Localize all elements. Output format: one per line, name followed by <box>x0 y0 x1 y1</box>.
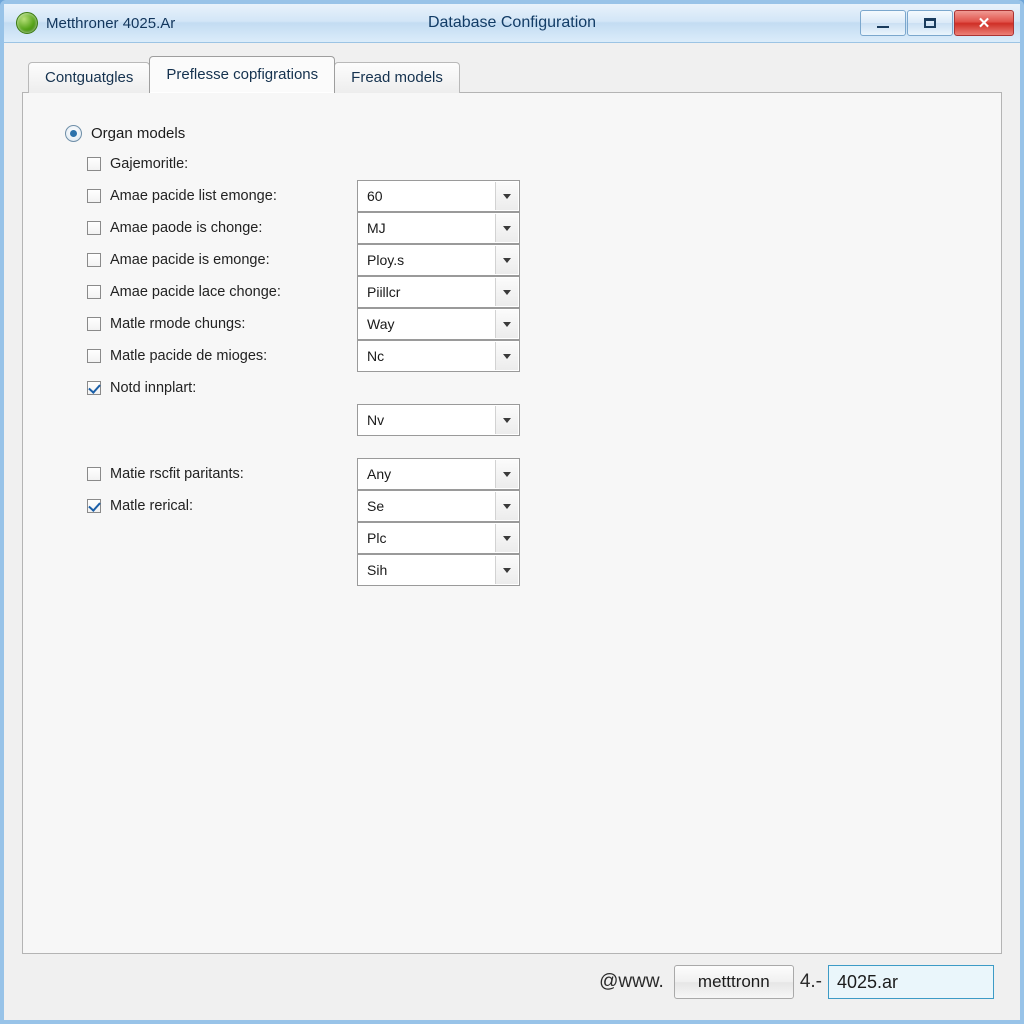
radio-organ-models[interactable] <box>65 125 975 142</box>
option-label: Matie rscfit paritants: <box>110 466 244 482</box>
option-label-cell[interactable] <box>87 348 357 364</box>
option-label: Amae pacide lace chonge: <box>110 284 281 300</box>
option-label: Gajemoritle: <box>110 156 189 172</box>
chevron-down-icon[interactable] <box>495 182 518 210</box>
dropdown-select[interactable] <box>357 212 520 244</box>
radio-icon <box>65 125 82 142</box>
option-row <box>87 212 975 244</box>
option-row <box>87 340 975 372</box>
option-row <box>87 554 975 586</box>
dropdown-value: Piillcr <box>367 284 401 300</box>
option-label-cell[interactable] <box>87 252 357 268</box>
footer-middle-text: 4.- <box>799 971 822 992</box>
checkbox-icon[interactable] <box>87 499 101 513</box>
dropdown-value: Way <box>367 316 395 332</box>
dropdown-value: Se <box>367 498 385 514</box>
title-bar <box>4 4 1020 43</box>
option-rows <box>87 148 975 586</box>
minimize-button[interactable] <box>860 10 906 36</box>
option-row <box>87 372 975 404</box>
option-label: Matle pacide de mioges: <box>110 348 268 364</box>
chevron-down-icon[interactable] <box>495 278 518 306</box>
option-row <box>87 148 975 180</box>
window-title-left: Metthroner 4025.Ar <box>46 14 176 32</box>
maximize-button[interactable] <box>907 10 953 36</box>
option-label-cell[interactable] <box>87 498 357 514</box>
row-spacer <box>87 436 975 458</box>
client-area <box>4 43 1020 1020</box>
tab-panel <box>22 92 1002 954</box>
option-label-cell[interactable] <box>87 220 357 236</box>
tab-contguatgles[interactable]: Contguatgles <box>28 62 150 93</box>
option-label: Amae pacide list emonge: <box>110 188 277 204</box>
chevron-down-icon[interactable] <box>495 246 518 274</box>
dropdown-value: MJ <box>367 220 386 236</box>
window-controls <box>860 10 1014 36</box>
checkbox-icon[interactable] <box>87 349 101 363</box>
checkbox-icon[interactable] <box>87 189 101 203</box>
chevron-down-icon[interactable] <box>495 492 518 520</box>
option-row <box>87 404 975 436</box>
checkbox-icon[interactable] <box>87 317 101 331</box>
chevron-down-icon[interactable] <box>495 524 518 552</box>
dropdown-select[interactable] <box>357 276 520 308</box>
checkbox-icon[interactable] <box>87 467 101 481</box>
option-label-cell[interactable] <box>87 156 357 172</box>
checkbox-icon[interactable] <box>87 285 101 299</box>
dropdown-value: Nc <box>367 348 385 364</box>
tab-preflesse-configurations[interactable]: Preflesse copfigrations <box>149 56 335 93</box>
option-row <box>87 490 975 522</box>
dropdown-select[interactable] <box>357 340 520 372</box>
dropdown-select[interactable] <box>357 458 520 490</box>
option-row <box>87 522 975 554</box>
app-logo-icon <box>16 12 38 34</box>
option-row <box>87 308 975 340</box>
chevron-down-icon[interactable] <box>495 460 518 488</box>
dropdown-select[interactable] <box>357 522 520 554</box>
option-label: Notd innplart: <box>110 380 197 396</box>
option-label-cell[interactable] <box>87 380 357 396</box>
option-label: Amae paode is chonge: <box>110 220 263 236</box>
option-label: Matle rerical: <box>110 498 193 514</box>
option-row <box>87 244 975 276</box>
checkbox-icon[interactable] <box>87 157 101 171</box>
dropdown-value: Nv <box>367 412 385 428</box>
option-label: Amae pacide is emonge: <box>110 252 270 268</box>
option-row <box>87 180 975 212</box>
tab-strip <box>28 59 1002 93</box>
chevron-down-icon[interactable] <box>495 214 518 242</box>
minimize-icon <box>877 26 889 28</box>
dropdown-value: Sih <box>367 562 388 578</box>
footer-text-input[interactable]: 4025.ar <box>828 965 994 999</box>
dropdown-value: Ploy.s <box>367 252 405 268</box>
dropdown-select[interactable] <box>357 244 520 276</box>
dropdown-select[interactable] <box>357 554 520 586</box>
option-row <box>87 276 975 308</box>
checkbox-icon[interactable] <box>87 381 101 395</box>
dropdown-select[interactable] <box>357 490 520 522</box>
chevron-down-icon[interactable] <box>495 310 518 338</box>
option-label-cell[interactable] <box>87 466 357 482</box>
chevron-down-icon[interactable] <box>495 342 518 370</box>
dropdown-value: 60 <box>367 188 383 204</box>
footer-bar <box>22 954 1002 1010</box>
tab-fread-models[interactable]: Fread models <box>334 62 460 93</box>
dropdown-value: Any <box>367 466 392 482</box>
chevron-down-icon[interactable] <box>495 406 518 434</box>
dropdown-select[interactable] <box>357 308 520 340</box>
checkbox-icon[interactable] <box>87 221 101 235</box>
footer-prefix-text: @www. <box>599 971 664 992</box>
dropdown-value: Plc <box>367 530 387 546</box>
option-label-cell[interactable] <box>87 316 357 332</box>
footer-action-button[interactable]: metttronn <box>674 965 794 999</box>
close-button[interactable]: ✕ <box>954 10 1014 36</box>
checkbox-icon[interactable] <box>87 253 101 267</box>
window-title-center: Database Configuration <box>427 14 597 31</box>
option-row <box>87 458 975 490</box>
radio-organ-models-label: Organ models <box>91 125 186 142</box>
chevron-down-icon[interactable] <box>495 556 518 584</box>
dropdown-select[interactable] <box>357 180 520 212</box>
option-label-cell[interactable] <box>87 284 357 300</box>
dropdown-select[interactable] <box>357 404 520 436</box>
option-label-cell[interactable] <box>87 188 357 204</box>
maximize-icon <box>924 18 936 28</box>
option-label: Matle rmode chungs: <box>110 316 246 332</box>
